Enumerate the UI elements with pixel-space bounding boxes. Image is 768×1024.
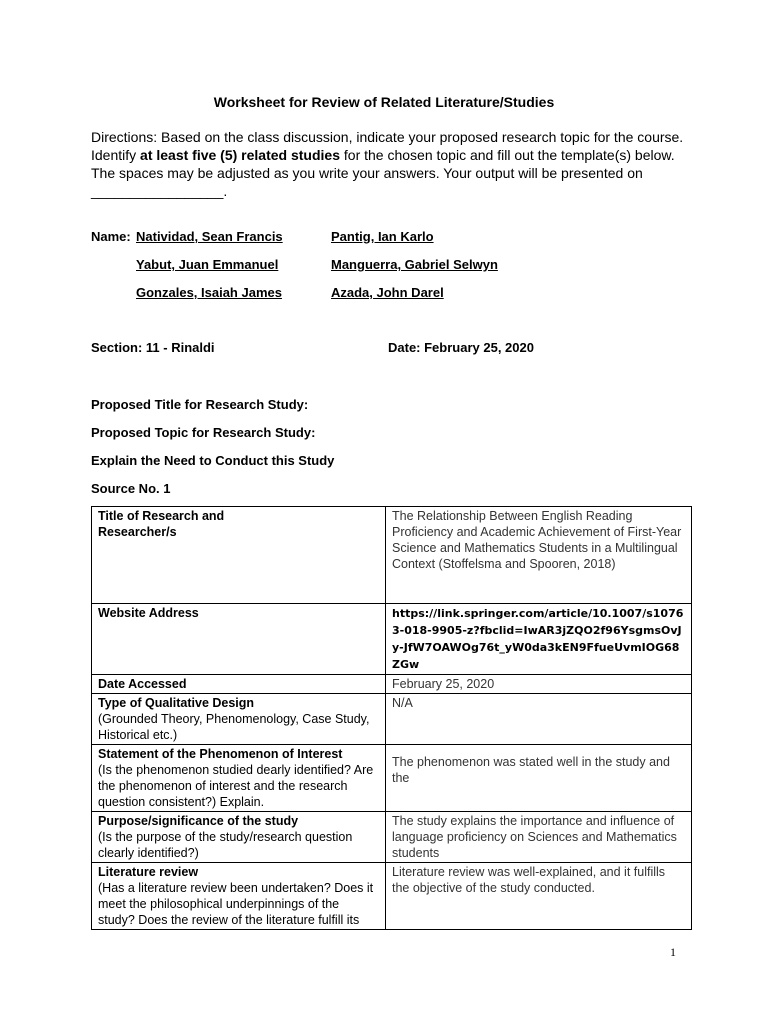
- table-cell-head: [92, 604, 386, 675]
- proposed-title-label: Proposed Title for Research Study:: [91, 397, 309, 412]
- source-review-table: [91, 506, 692, 930]
- table-cell-value: Literature review was well-explained, and it fulfills the objective of the study conducted.: [386, 863, 692, 930]
- table-row: [92, 675, 692, 694]
- row-heading: Literature review: [98, 865, 199, 879]
- table-row: [92, 604, 692, 675]
- row-subtext: (Is the purpose of the study/research question clearly identified?): [98, 830, 353, 860]
- row-heading: Website Address: [98, 606, 199, 620]
- row-heading: Type of Qualitative Design: [98, 696, 255, 710]
- section-label: Section: 11 - Rinaldi: [91, 340, 215, 355]
- table-cell-head: [92, 863, 386, 930]
- member-name: Manguerra, Gabriel Selwyn: [331, 257, 498, 272]
- member-name: Yabut, Juan Emmanuel: [136, 257, 279, 272]
- table-cell-head: [92, 694, 386, 745]
- table-cell-value: The Relationship Between English Reading Proficiency and Academic Achievement of First-Year Science and Mathematics Students in a Multilingual Context (Stoffelsma and Spooren, 2018): [386, 507, 692, 604]
- row-heading: Title of Research and Researcher/s: [98, 509, 225, 539]
- member-name: Gonzales, Isaiah James: [136, 285, 282, 300]
- cell-text: The phenomenon was stated well in the study and the: [392, 755, 670, 785]
- table-row: [92, 694, 692, 745]
- row-heading: Purpose/significance of the study: [98, 814, 299, 828]
- row-subtext: (Grounded Theory, Phenomenology, Case Study, Historical etc.): [98, 712, 370, 742]
- member-name: Natividad, Sean Francis: [136, 229, 283, 244]
- source-number-label: Source No. 1: [91, 481, 171, 496]
- row-subtext: (Is the phenomenon studied dearly identified? Are the phenomenon of interest and the research question consistent?) Explain.: [98, 763, 374, 809]
- row-heading: Statement of the Phenomenon of Interest: [98, 747, 343, 761]
- directions-paragraph: [91, 128, 691, 200]
- member-name: Pantig, Ian Karlo: [331, 229, 434, 244]
- table-row: [92, 507, 692, 604]
- proposed-topic-label: Proposed Topic for Research Study:: [91, 425, 316, 440]
- table-row: [92, 745, 692, 812]
- table-cell-head: [92, 745, 386, 812]
- directions-text-1: Directions: Based on the class discussion, indicate your proposed research topic for the course. Identify: [91, 129, 684, 163]
- member-name: Azada, John Darel: [331, 285, 444, 300]
- page-number: 1: [670, 945, 676, 959]
- name-label: Name:: [91, 229, 131, 244]
- table-row: [92, 812, 692, 863]
- table-cell-head: [92, 507, 386, 604]
- row-subtext: (Has a literature review been undertaken? Does it meet the philosophical underpinnings of the study? Does the review of the literature fulfill its: [98, 881, 374, 927]
- website-url: https://link.springer.com/article/10.1007/s10763-018-9905-z?fbclid=IwAR3jZQO2f96YsgmsOvJy-JfW7OAWOg76t_yW0da3kEN9FfueUvmIOG68ZGw: [386, 604, 692, 675]
- explain-need-label: Explain the Need to Conduct this Study: [91, 453, 335, 468]
- directions-text-2: for the chosen topic and fill out the template(s) below. The spaces may be adjusted as you write your answers. Your output will be presented on _________________.: [91, 147, 675, 199]
- table-cell-value: [386, 745, 692, 812]
- table-row: [92, 863, 692, 930]
- table-cell-value: N/A: [386, 694, 692, 745]
- table-cell-head: [92, 675, 386, 694]
- table-cell-value: February 25, 2020: [386, 675, 692, 694]
- table-cell-head: [92, 812, 386, 863]
- worksheet-title: Worksheet for Review of Related Literature/Studies: [213, 94, 555, 110]
- table-cell-value: The study explains the importance and influence of language proficiency on Sciences and Mathematics students: [386, 812, 692, 863]
- row-heading: Date Accessed: [98, 677, 187, 691]
- directions-bold: at least five (5) related studies: [140, 147, 340, 163]
- date-label: Date: February 25, 2020: [388, 340, 534, 355]
